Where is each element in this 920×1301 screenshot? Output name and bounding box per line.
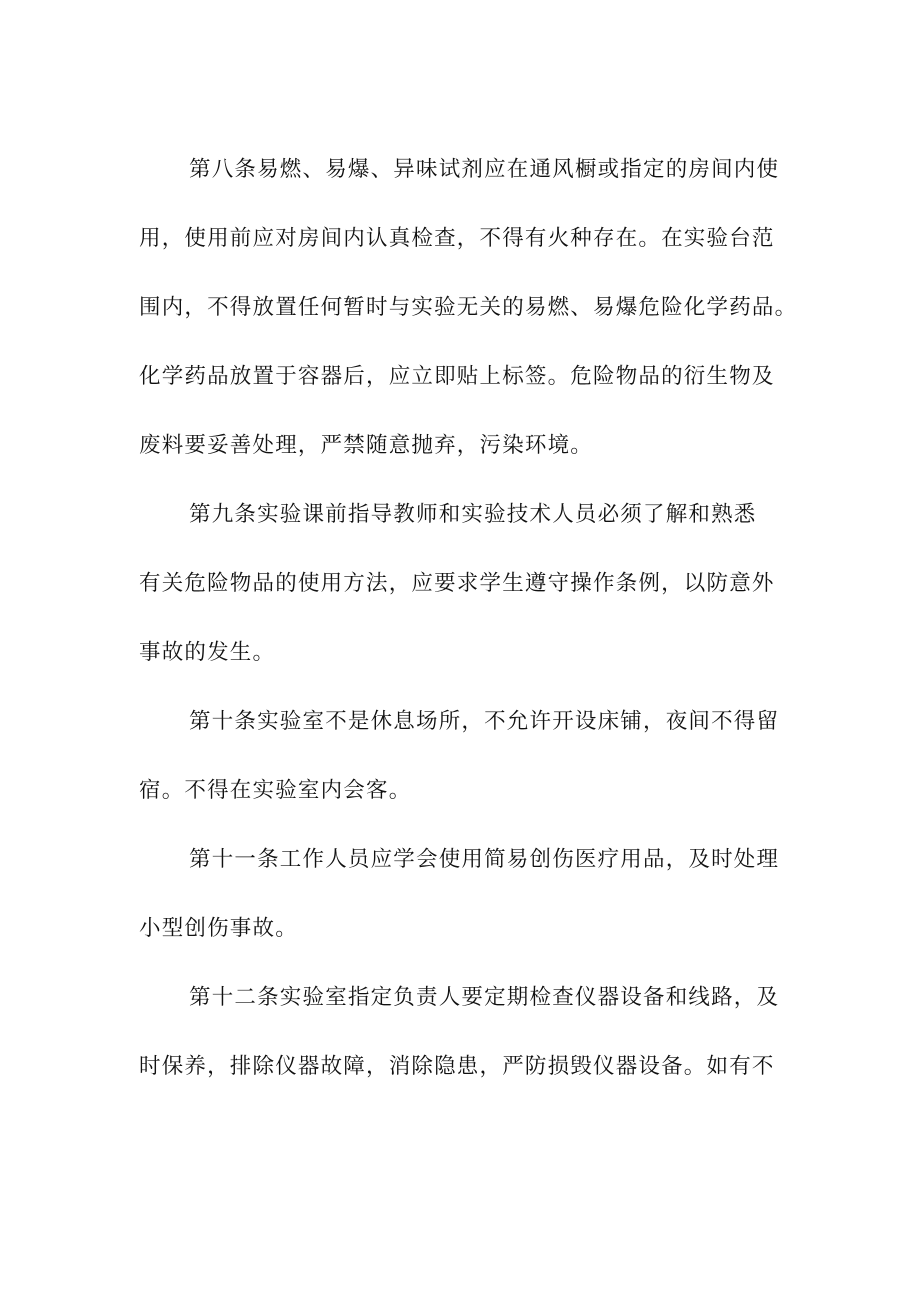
paragraph-line: 宿。不得在实验室内会客。 [139,778,412,803]
paragraph-line: 第八条易燃、易爆、异味试剂应在通风橱或指定的房间内使 [189,157,780,182]
paragraph-line: 有关危险物品的使用方法，应要求学生遵守操作条例，以防意外 [139,571,775,596]
paragraph-line: 化学药品放置于容器后，应立即贴上标签。危险物品的衍生物及 [139,364,775,389]
paragraph-line: 第十二条实验室指定负责人要定期检查仪器设备和线路，及 [189,985,780,1010]
paragraph-line: 第十条实验室不是休息场所，不允许开设床铺，夜间不得留 [189,709,780,734]
paragraph-line: 第九条实验课前指导教师和实验技术人员必须了解和熟悉 [189,502,757,527]
paragraph-line: 小型创伤事故。 [139,916,298,941]
document-body [139,148,798,1114]
paragraph-line: 事故的发生。 [139,640,276,665]
paragraph-line: 时保养，排除仪器故障，消除隐患，严防损毁仪器设备。如有不 [139,1054,775,1079]
paragraph-line: 围内，不得放置任何暂时与实验无关的易燃、易爆危险化学药品。 [139,295,798,320]
paragraph-line: 废料要妥善处理，严禁随意抛弃，污染环境。 [139,433,594,458]
paragraph-line: 用，使用前应对房间内认真检查，不得有火种存在。在实验台范 [139,226,775,251]
paragraph-line: 第十一条工作人员应学会使用简易创伤医疗用品，及时处理 [189,847,780,872]
